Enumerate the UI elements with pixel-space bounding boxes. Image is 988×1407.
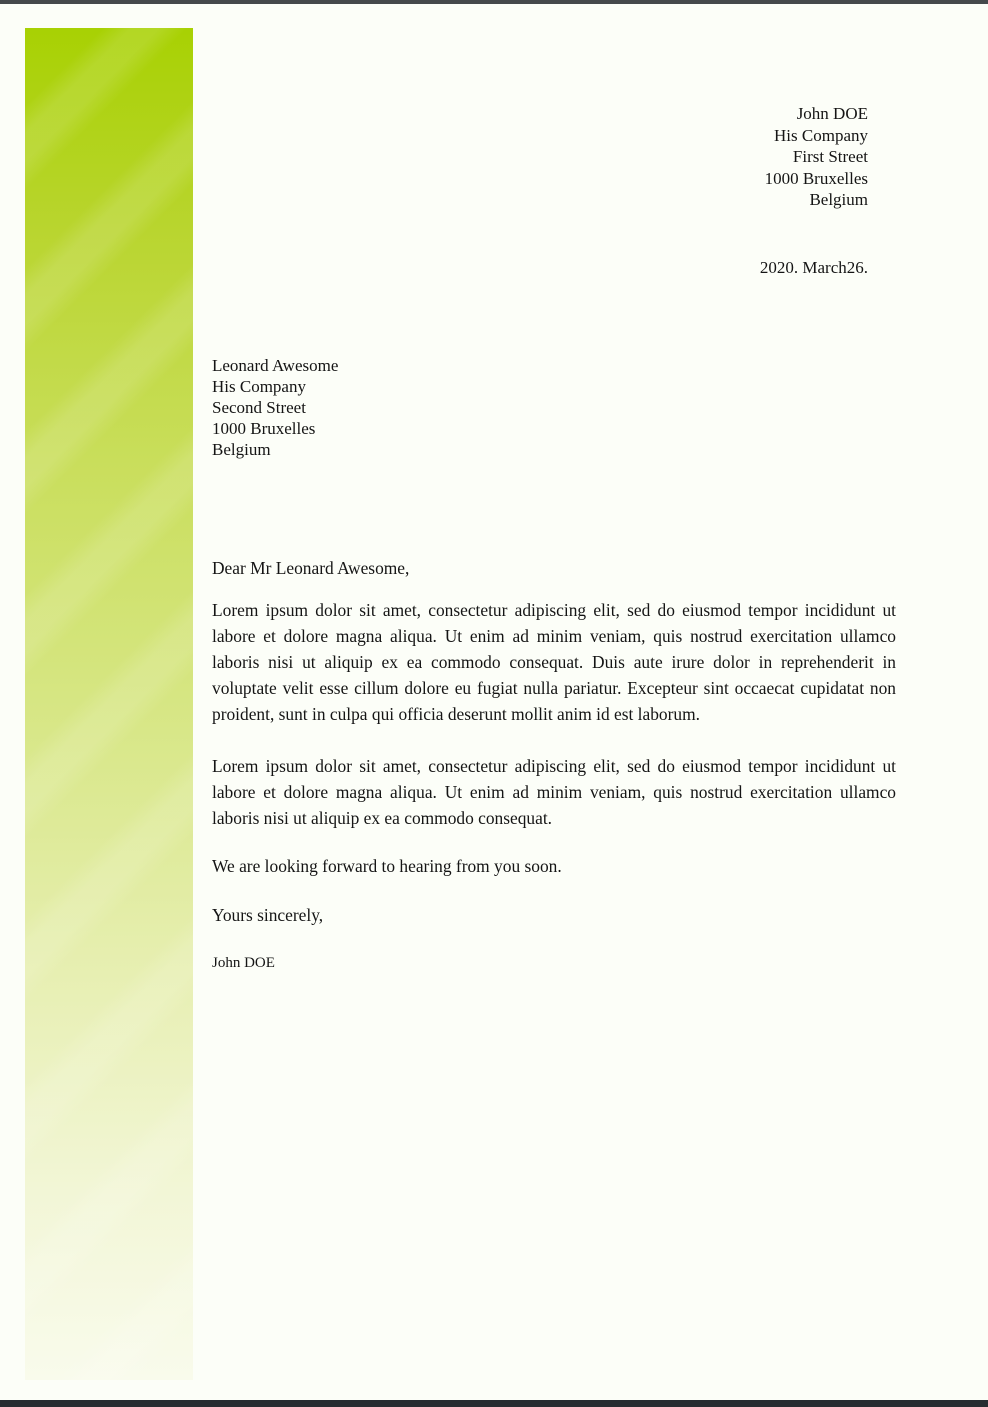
bottom-rule (0, 1400, 988, 1407)
recipient-name: Leonard Awesome (212, 356, 339, 375)
recipient-street: Second Street (212, 398, 306, 417)
sender-name: John DOE (796, 104, 868, 123)
closing-line: Yours sincerely, (212, 905, 324, 925)
recipient-company: His Company (212, 377, 306, 396)
sender-street: First Street (792, 147, 868, 166)
letter-body (212, 555, 896, 976)
sender-country: Belgium (809, 190, 868, 209)
recipient-address-block (212, 355, 338, 460)
recipient-country: Belgium (212, 440, 271, 459)
recipient-city: 1000 Bruxelles (212, 419, 316, 438)
lead-out-line: We are looking forward to hearing from you soon. (212, 856, 562, 876)
letter-date: 2020. March26. (759, 258, 868, 277)
paragraph-2: Lorem ipsum dolor sit amet, consectetur adipiscing elit, sed do eiusmod tempor incididunt ut labore et dolore magna aliqua. Ut enim ad minim veniam, quis nostrud exercitation ullamco laboris nisi ut aliquip ex ea commodo consequat. (212, 756, 896, 828)
accent-gradient-bar (25, 28, 193, 1380)
sender-address-block (765, 103, 868, 211)
sender-company: His Company (774, 125, 868, 145)
sender-city: 1000 Bruxelles (764, 168, 868, 188)
paragraph-1: Lorem ipsum dolor sit amet, consectetur adipiscing elit, sed do eiusmod tempor incididunt ut labore et dolore magna aliqua. Ut enim ad minim veniam, quis nostrud exercitation ullamco laboris nisi ut aliquip ex ea commodo consequat. Duis aute irure dolor in reprehenderit in voluptate velit esse cillum dolore eu fugiat nulla pariatur. Excepteur sint occaecat cupidatat non proident, sunt in culpa qui officia deserunt mollit anim id est laborum. (212, 600, 896, 724)
top-rule (0, 0, 988, 4)
salutation: Dear Mr Leonard Awesome, (212, 558, 410, 578)
signature-name: John DOE (212, 955, 275, 971)
